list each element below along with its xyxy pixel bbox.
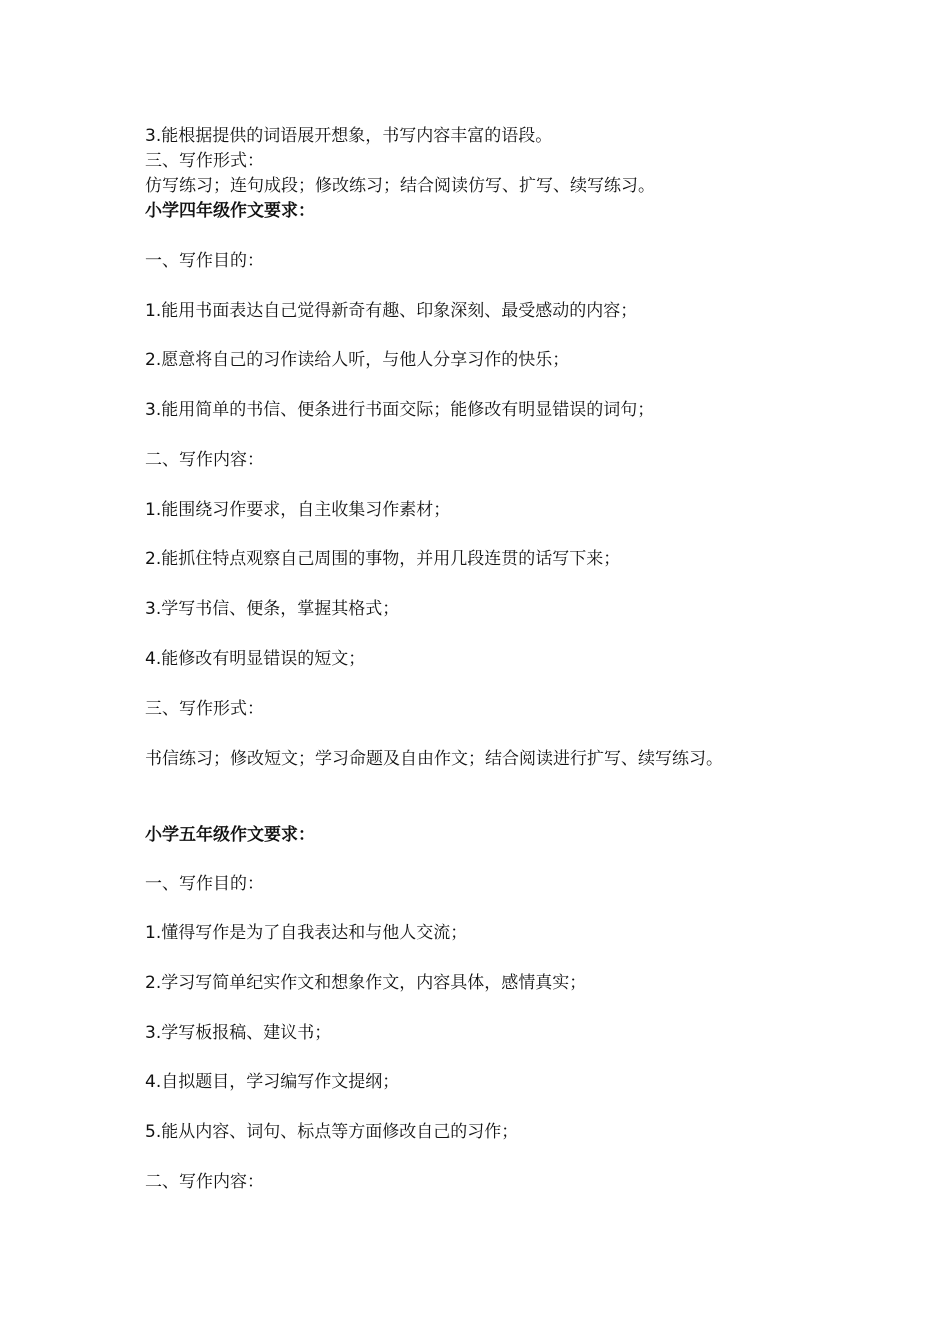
grade3-form-heading: 三、写作形式： bbox=[145, 151, 264, 171]
grade5-purpose-item-1: 1.懂得写作是为了自我表达和与他人交流； bbox=[145, 923, 468, 943]
grade4-purpose-item-1: 1.能用书面表达自己觉得新奇有趣、印象深刻、最受感动的内容； bbox=[145, 301, 638, 321]
grade4-form-text: 书信练习；修改短文；学习命题及自由作文；结合阅读进行扩写、续写练习。 bbox=[145, 749, 723, 769]
grade5-purpose-heading: 一、写作目的： bbox=[145, 874, 264, 894]
grade5-purpose-item-5: 5.能从内容、词句、标点等方面修改自己的习作； bbox=[145, 1122, 519, 1142]
grade4-content-item-2: 2.能抓住特点观察自己周围的事物，并用几段连贯的话写下来； bbox=[145, 549, 621, 569]
grade5-purpose-item-4: 4.自拟题目，学习编写作文提纲； bbox=[145, 1072, 400, 1092]
grade3-item-3: 3.能根据提供的词语展开想象，书写内容丰富的语段。 bbox=[145, 126, 553, 146]
grade4-content-item-3: 3.学写书信、便条，掌握其格式； bbox=[145, 599, 400, 619]
grade4-purpose-item-2: 2.愿意将自己的习作读给人听，与他人分享习作的快乐； bbox=[145, 350, 570, 370]
grade4-purpose-heading: 一、写作目的： bbox=[145, 251, 264, 271]
grade5-content-heading: 二、写作内容： bbox=[145, 1172, 264, 1192]
grade4-content-item-1: 1.能围绕习作要求，自主收集习作素材； bbox=[145, 500, 451, 520]
grade4-title: 小学四年级作文要求： bbox=[145, 201, 315, 221]
grade4-purpose-item-3: 3.能用简单的书信、便条进行书面交际；能修改有明显错误的词句； bbox=[145, 400, 655, 420]
grade4-form-heading: 三、写作形式： bbox=[145, 699, 264, 719]
grade5-purpose-item-3: 3.学写板报稿、建议书； bbox=[145, 1023, 332, 1043]
grade4-content-item-4: 4.能修改有明显错误的短文； bbox=[145, 649, 366, 669]
grade3-form-text: 仿写练习；连句成段；修改练习；结合阅读仿写、扩写、续写练习。 bbox=[145, 176, 655, 196]
grade5-purpose-item-2: 2.学习写简单纪实作文和想象作文，内容具体，感情真实； bbox=[145, 973, 587, 993]
grade5-title: 小学五年级作文要求： bbox=[145, 825, 315, 845]
grade4-content-heading: 二、写作内容： bbox=[145, 450, 264, 470]
